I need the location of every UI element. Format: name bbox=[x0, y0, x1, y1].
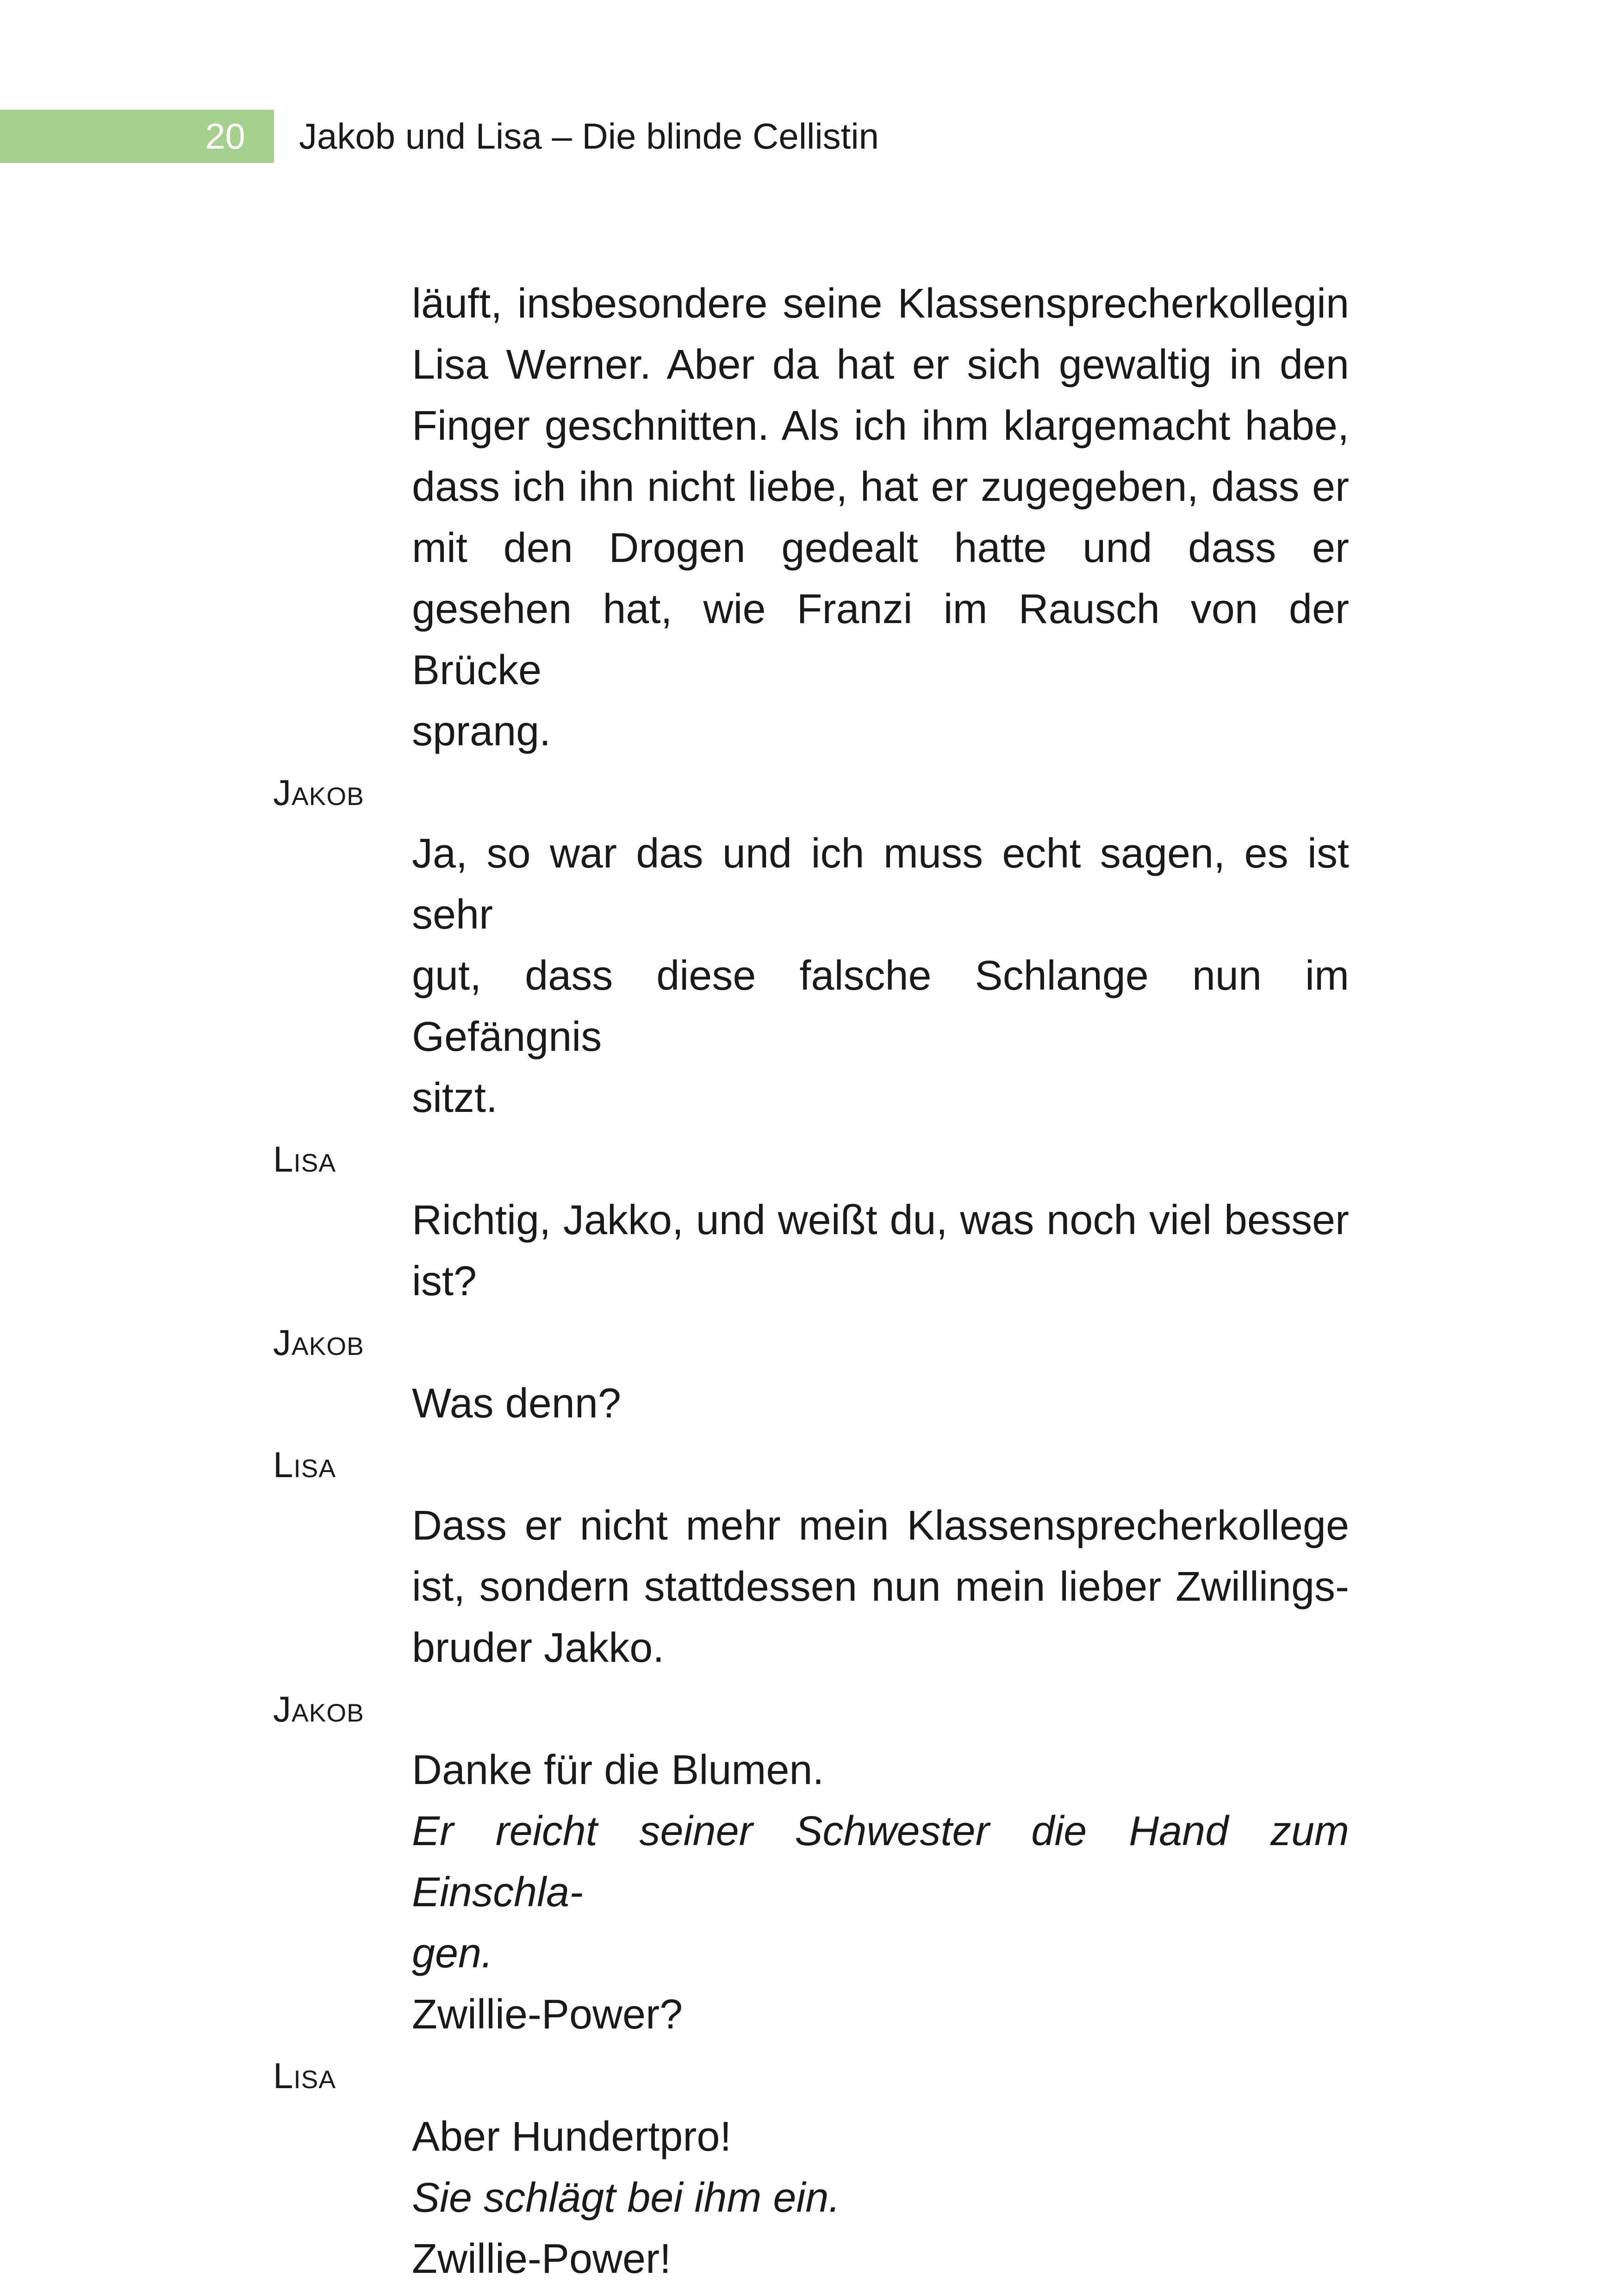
speech-line: Danke für die Blumen. bbox=[412, 1747, 824, 1793]
running-title: Jakob und Lisa – Die blinde Cellistin bbox=[299, 116, 879, 156]
page-number: 20 bbox=[205, 116, 245, 156]
speech-line: ist, sondern stattdessen nun mein lieber Zwillings- bbox=[412, 1564, 1349, 1610]
stage-direction: Er reicht seiner Schwester die Hand zum Einschla- bbox=[412, 1808, 1349, 1915]
speech-block bbox=[412, 1495, 1349, 1678]
speech-line: gesehen hat, wie Franzi im Rausch von der Brücke bbox=[412, 586, 1349, 693]
speech-block bbox=[412, 273, 1349, 762]
speech-line: Lisa Werner. Aber da hat er sich gewaltig in den bbox=[412, 342, 1349, 388]
speech-block bbox=[412, 823, 1349, 1129]
speech-line: Was denn? bbox=[412, 1380, 621, 1427]
speech-line: läuft, insbesondere seine Klassensprecherkollegin bbox=[412, 281, 1349, 327]
speaker-name: Lisa bbox=[273, 1139, 336, 1179]
speaker-name: Lisa bbox=[273, 1444, 336, 1485]
speech-line: Zwillie-Power? bbox=[412, 1991, 683, 2038]
speech-line: Dass er nicht mehr mein Klassensprecherkollege bbox=[412, 1503, 1349, 1549]
speech-line: sprang. bbox=[412, 708, 551, 755]
speaker-name: Lisa bbox=[273, 2055, 336, 2096]
speech-line: Richtig, Jakko, und weißt du, was noch viel besser bbox=[412, 1197, 1349, 1243]
speech-line: Ja, so war das und ich muss echt sagen, es ist sehr bbox=[412, 830, 1349, 938]
speech-line: ist? bbox=[412, 1258, 477, 1304]
speech-block bbox=[412, 1740, 1349, 2045]
speech-line: Zwillie-Power! bbox=[412, 2236, 672, 2282]
speech-block bbox=[412, 1373, 1349, 1434]
speech-line: mit den Drogen gedealt hatte und dass er bbox=[412, 525, 1349, 571]
stage-direction: Sie schlägt bei ihm ein. bbox=[412, 2175, 840, 2221]
speech-block bbox=[412, 2106, 1349, 2290]
play-text bbox=[273, 273, 1349, 2290]
stage-direction: gen. bbox=[412, 1930, 493, 1977]
speech-line: dass ich ihn nicht liebe, hat er zugegeben, dass er bbox=[412, 464, 1349, 510]
speaker-name: Jakob bbox=[273, 1322, 364, 1363]
speaker-name: Jakob bbox=[273, 1689, 364, 1729]
speech-line: bruder Jakko. bbox=[412, 1625, 665, 1671]
speech-line: Finger geschnitten. Als ich ihm klargemacht habe, bbox=[412, 403, 1349, 449]
speech-line: sitzt. bbox=[412, 1075, 498, 1121]
speech-line: gut, dass diese falsche Schlange nun im Gefängnis bbox=[412, 953, 1349, 1060]
speech-line: Aber Hundertpro! bbox=[412, 2114, 732, 2160]
speech-block bbox=[412, 1190, 1349, 1312]
speaker-name: Jakob bbox=[273, 772, 364, 813]
